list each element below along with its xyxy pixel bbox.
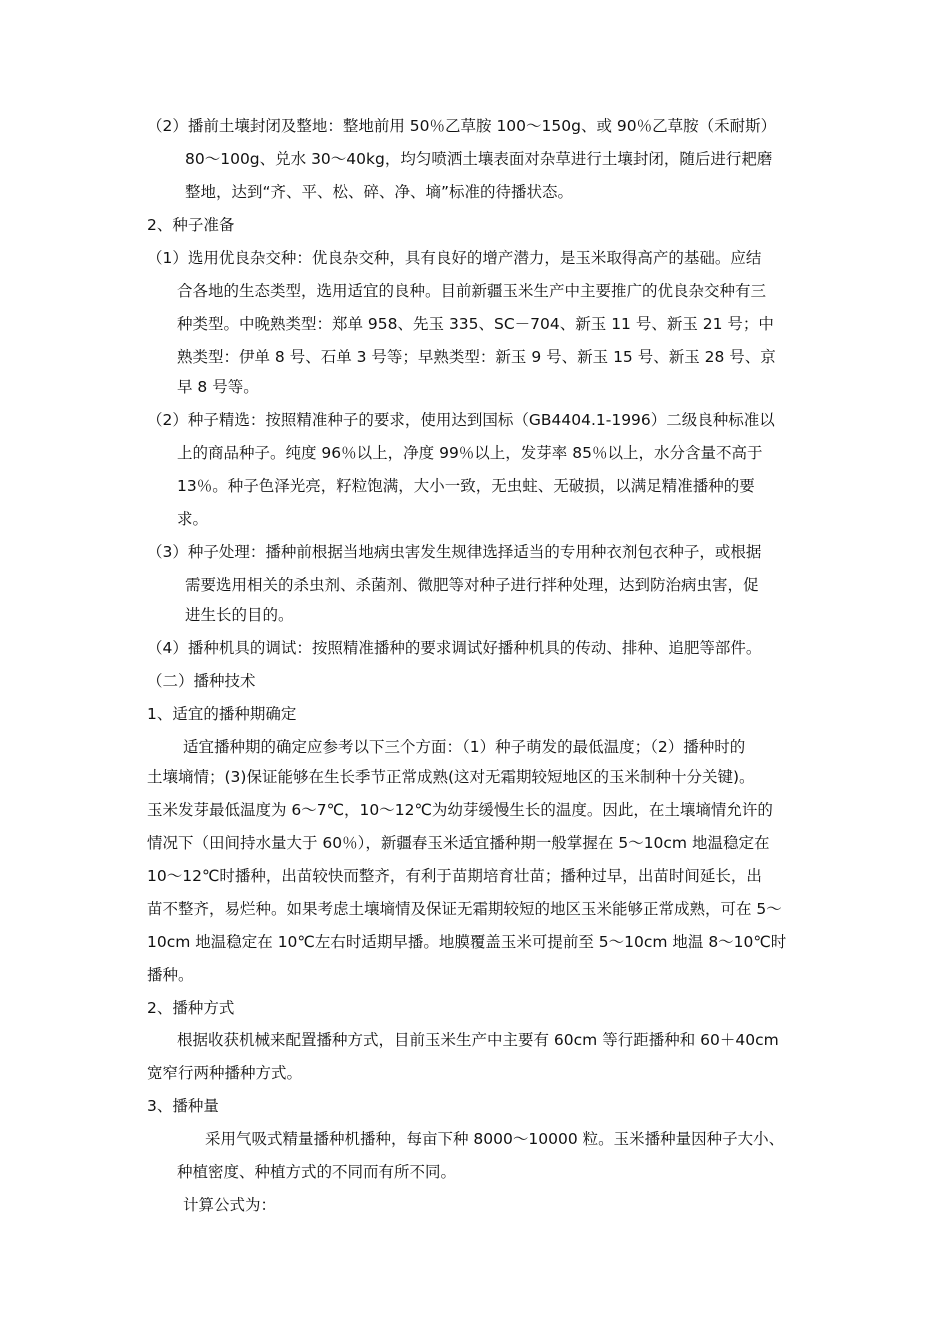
text-line: 根据收获机械来配置播种方式，目前玉米生产中主要有 60cm 等行距播种和 60＋40cm [177, 1031, 779, 1049]
text-line: 种类型。中晚熟类型：郑单 958、先玉 335、SC－704、新玉 11 号、新玉 21 号；中 [177, 315, 774, 333]
text-line: 采用气吸式精量播种机播种，每亩下种 8000～10000 粒。玉米播种量因种子大小、 [205, 1130, 785, 1148]
text-line: 10～12℃时播种，出苗较快而整齐，有利于苗期培育壮苗；播种过早，出苗时间延长，出 [147, 867, 762, 885]
section-heading: 1、适宜的播种期确定 [147, 705, 297, 723]
text-line: （4）播种机具的调试：按照精准播种的要求调试好播种机具的传动、排种、追肥等部件。 [147, 639, 762, 657]
section-heading: 2、种子准备 [147, 216, 235, 234]
text-line: 情况下（田间持水量大于 60％），新疆春玉米适宜播种期一般掌握在 5～10cm 地温稳定在 [147, 834, 770, 852]
section-heading: （二）播种技术 [147, 672, 256, 690]
text-line: 13％。种子色泽光亮，籽粒饱满，大小一致，无虫蛀、无破损，以满足精准播种的要 [177, 477, 755, 495]
text-line: 宽窄行两种播种方式。 [147, 1064, 303, 1082]
section-heading: 3、播种量 [147, 1097, 219, 1115]
text-line: 计算公式为： [183, 1196, 277, 1214]
text-line: 进生长的目的。 [185, 606, 294, 624]
text-line: 整地，达到“齐、平、松、碎、净、墒”标准的待播状态。 [185, 183, 574, 201]
text-line: （2）播前土壤封闭及整地：整地前用 50％乙草胺 100～150g、或 90％乙草胺（禾耐斯） [147, 117, 777, 135]
text-line: 早 8 号等。 [177, 378, 259, 396]
text-line: 玉米发芽最低温度为 6～7℃，10～12℃为幼芽缓慢生长的温度。因此，在土壤墒情允许的 [147, 801, 773, 819]
text-line: 上的商品种子。纯度 96％以上，净度 99％以上，发芽率 85％以上，水分含量不高于 [177, 444, 763, 462]
text-line: 求。 [177, 510, 209, 528]
text-line: 合各地的生态类型，选用适宜的良种。目前新疆玉米生产中主要推广的优良杂交种有三 [177, 282, 767, 300]
text-line: （2）种子精选：按照精准种子的要求，使用达到国标（GB4404.1-1996）二级良种标准以 [147, 411, 775, 429]
section-heading: 2、播种方式 [147, 999, 235, 1017]
text-line: 种植密度、种植方式的不同而有所不同。 [177, 1163, 457, 1181]
text-line: 土壤墒情；(3)保证能够在生长季节正常成熟(这对无霜期较短地区的玉米制种十分关键)。 [147, 768, 755, 786]
text-line: 苗不整齐，易烂种。如果考虑土壤墒情及保证无霜期较短的地区玉米能够正常成熟，可在 5～ [147, 900, 782, 918]
text-line: 需要选用相关的杀虫剂、杀菌剂、微肥等对种子进行拌种处理，达到防治病虫害，促 [185, 576, 759, 594]
text-line: （1）选用优良杂交种：优良杂交种，具有良好的增产潜力，是玉米取得高产的基础。应结 [147, 249, 762, 267]
text-line: 适宜播种期的确定应参考以下三个方面：（1）种子萌发的最低温度；（2）播种时的 [183, 738, 746, 756]
text-line: 80～100g、兑水 30～40kg，均匀喷洒土壤表面对杂草进行土壤封闭，随后进行耙磨 [185, 150, 773, 168]
text-line: 播种。 [147, 966, 194, 984]
text-line: 10cm 地温稳定在 10℃左右时适期早播。地膜覆盖玉米可提前至 5～10cm 地温 8～10℃时 [147, 933, 787, 951]
text-line: 熟类型：伊单 8 号、石单 3 号等；早熟类型：新玉 9 号、新玉 15 号、新玉 28 号、京 [177, 348, 776, 366]
text-line: （3）种子处理：播种前根据当地病虫害发生规律选择适当的专用种衣剂包衣种子，或根据 [147, 543, 762, 561]
